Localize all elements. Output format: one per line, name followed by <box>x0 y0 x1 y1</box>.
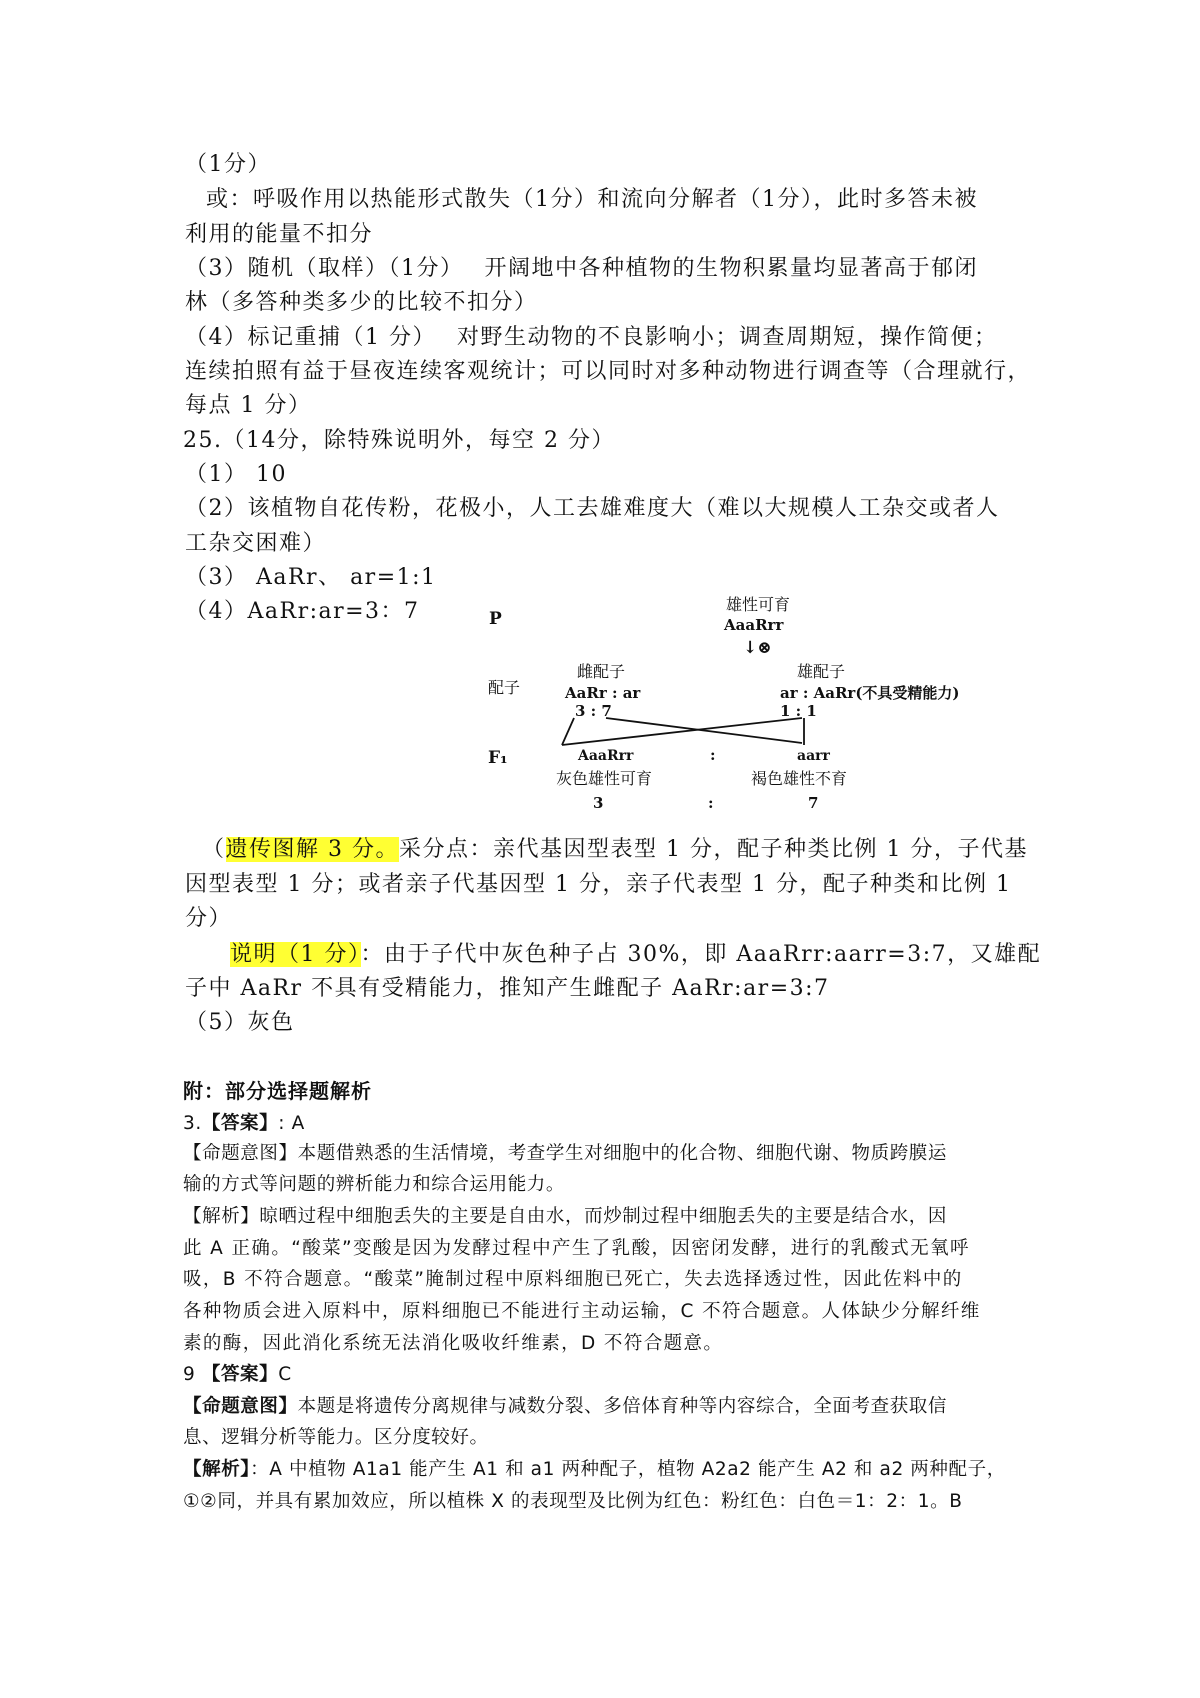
q9-number: 9 <box>183 1364 202 1385</box>
highlight-explanation: 说明（1 分） <box>230 942 361 967</box>
q9-explanation-text: ：A 中植物 A1a1 能产生 A1 和 a1 两种配子，植物 A2a2 能产生 A2 和 a2 两种配子， <box>250 1459 1006 1480</box>
q9-intent-tag: 【命题意图】 <box>183 1396 298 1417</box>
text-line: 分） <box>185 906 233 931</box>
genetic-cross-diagram <box>490 592 1050 832</box>
q3-answer-value: : A <box>278 1113 305 1134</box>
q3-explanation-line: 吸，B 不符合题意。“酸菜”腌制过程中原料细胞已死亡，失去选择透过性，因此佐料中的 <box>183 1269 963 1290</box>
q3-intent-text: 本题借熟悉的生活情境，考查学生对细胞中的化合物、细胞代谢、物质跨膜运 <box>297 1143 948 1164</box>
f1-row-label: F₁ <box>488 748 508 768</box>
gamete-row-label: 配子 <box>488 678 521 697</box>
text-line: （2）该植物自花传粉，花极小，人工去雄难度大（难以大规模人工杂交或者人 <box>185 496 1000 521</box>
offspring-1-genotype: AaaRrr <box>578 748 634 764</box>
female-gamete-title: 雌配子 <box>577 662 626 681</box>
text-line: （4）标记重捕（1 分） 对野生动物的不良影响小；调查周期短，操作简便； <box>185 325 998 350</box>
parent-phenotype: 雄性可育 <box>726 595 791 614</box>
male-gamete-title: 雄配子 <box>797 662 846 681</box>
q3-explanation-line: 各种物质会进入原料中，原料细胞已不能进行主动运输，C 不符合题意。人体缺少分解纤维 <box>183 1301 981 1322</box>
offspring-2-phenotype: 褐色雄性不育 <box>751 769 848 788</box>
q3-explanation-line <box>183 1203 947 1231</box>
explanation-text: ：由于子代中灰色种子占 30%，即 AaaRrr:aarr=3:7，又雄配 <box>360 942 1042 967</box>
q9-explanation-line: ①②同，并具有累加效应，所以植株 X 的表现型及比例为红色：粉红色：白色＝1：2：1。B <box>183 1491 963 1512</box>
parent-genotype: AaaRrr <box>724 616 784 634</box>
text-line: （4）AaRr:ar=3：7 <box>185 599 420 624</box>
q9-answer-line <box>183 1361 292 1389</box>
q9-answer-value: C <box>278 1364 292 1385</box>
q3-intent-tag: 【命题意图】 <box>183 1143 298 1164</box>
text-line: （3） AaRr、 ar=1:1 <box>185 565 437 590</box>
q3-answer-tag: 【答案】 <box>201 1113 279 1134</box>
female-gamete-types: AaRr : ar <box>565 684 641 702</box>
offspring-2-ratio: 7 <box>808 794 819 812</box>
text-line: （5）灰色 <box>185 1010 295 1035</box>
q3-explanation-line: 此 A 正确。“酸菜”变酸是因为发酵过程中产生了乳酸，因密闭发酵，进行的乳酸式无氧呼 <box>183 1238 970 1259</box>
offspring-colon: : <box>710 746 716 764</box>
male-gamete-ratio: 1 : 1 <box>780 702 817 720</box>
q3-intent-line: 输的方式等问题的辨析能力和综合运用能力。 <box>183 1174 566 1195</box>
q9-answer-tag: 【答案】 <box>201 1364 279 1385</box>
q3-explanation-tag: 【解析】 <box>183 1206 260 1227</box>
text-line: 林（多答种类多少的比较不扣分） <box>185 290 538 315</box>
q9-intent-line: 息、逻辑分析等能力。区分度较好。 <box>183 1427 489 1448</box>
q9-explanation-tag: 【解析】 <box>183 1459 251 1480</box>
text-line: （1） 10 <box>185 462 287 487</box>
q9-intent-line <box>183 1393 947 1421</box>
offspring-1-ratio: 3 <box>593 794 604 812</box>
q3-number: 3. <box>183 1113 202 1134</box>
q3-explanation-text: 晾晒过程中细胞丢失的主要是自由水，而炒制过程中细胞丢失的主要是结合水，因 <box>259 1206 948 1227</box>
text-line: 子中 AaRr 不具有受精能力，推知产生雌配子 AaRr:ar=3:7 <box>185 976 830 1001</box>
offspring-ratio-colon: : <box>708 794 714 812</box>
selfing-symbol: ↓⊗ <box>743 638 772 658</box>
cross-line-female-left <box>562 718 574 745</box>
text-line: 利用的能量不扣分 <box>185 222 374 247</box>
q9-intent-text: 本题是将遗传分离规律与减数分裂、多倍体育种等内容综合，全面考查获取信 <box>297 1396 948 1417</box>
text-line: （遗传图解 3 分。采分点：亲代基因型表型 1 分，配子种类比例 1 分，子代基 <box>202 837 1028 862</box>
q9-explanation-line <box>183 1456 1006 1484</box>
scoring-text: 采分点：亲代基因型表型 1 分，配子种类比例 1 分，子代基 <box>399 837 1028 862</box>
cross-line-male-left <box>562 718 802 745</box>
text-line: （1分） <box>185 152 271 177</box>
male-gamete-types: ar : AaRr(不具受精能力) <box>780 684 960 702</box>
question-25-heading: 25.（14分，除特殊说明外，每空 2 分） <box>183 428 615 453</box>
q3-intent-line <box>183 1140 947 1168</box>
text-line <box>230 940 1041 970</box>
offspring-2-genotype: aarr <box>797 748 830 764</box>
female-gamete-ratio: 3 : 7 <box>575 702 612 720</box>
q3-answer-line <box>183 1110 305 1138</box>
appendix-heading: 附：部分选择题解析 <box>183 1079 372 1103</box>
q3-explanation-line: 素的酶，因此消化系统无法消化吸收纤维素，D 不符合题意。 <box>183 1333 724 1354</box>
text-line: 连续拍照有益于昼夜连续客观统计；可以同时对多种动物进行调查等（合理就行， <box>185 359 1032 384</box>
text-line: 每点 1 分） <box>185 393 312 418</box>
text-line: 或：呼吸作用以热能形式散失（1分）和流向分解者（1分），此时多答未被 <box>206 187 978 212</box>
text-line: 因型表型 1 分；或者亲子代基因型 1 分，亲子代表型 1 分，配子种类和比例 1 <box>185 872 1012 897</box>
highlight-scoring: 遗传图解 3 分。 <box>225 837 399 862</box>
parent-row-label: P <box>489 609 502 629</box>
text-line: 工杂交困难） <box>185 531 327 556</box>
text-line: （3）随机（取样）（1分） 开阔地中各种植物的生物积累量均显著高于郁闭 <box>185 256 978 281</box>
offspring-1-phenotype: 灰色雄性可育 <box>556 769 653 788</box>
